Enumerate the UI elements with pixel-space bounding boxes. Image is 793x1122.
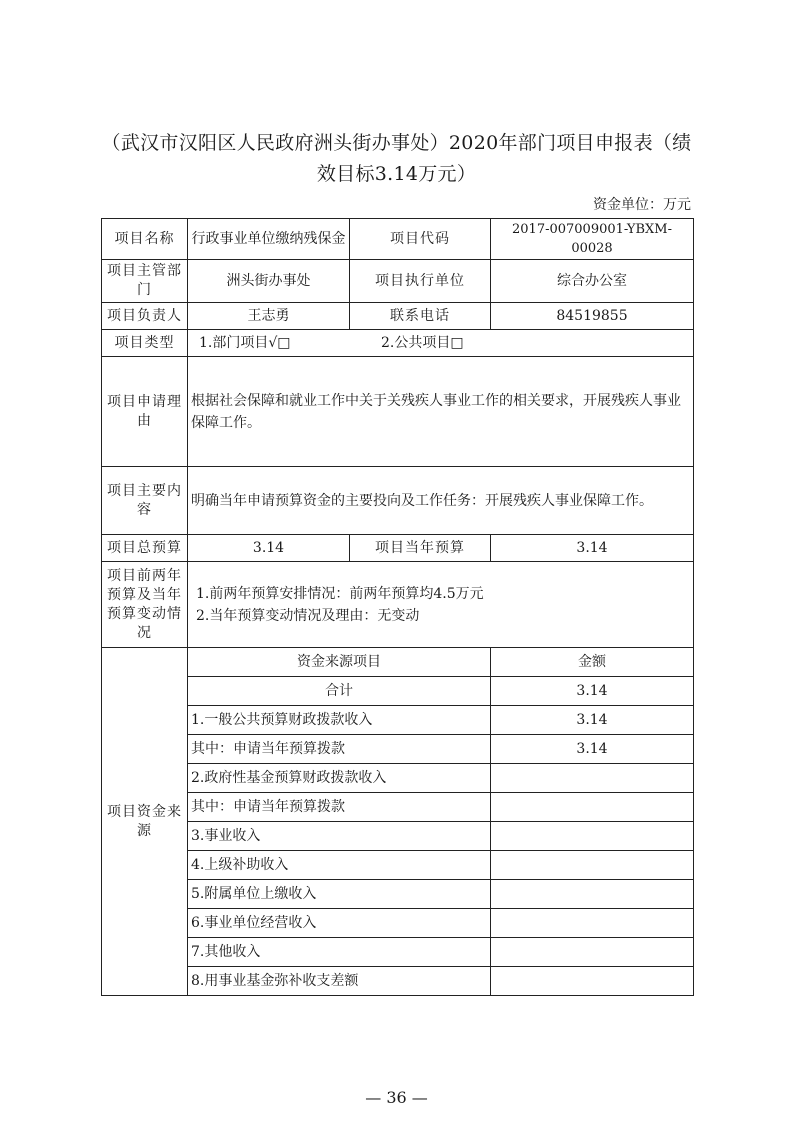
- funding-row: [102, 909, 694, 938]
- funding-item-amount: [491, 851, 694, 880]
- funding-item-amount: [491, 938, 694, 967]
- change-line-1: 1.前两年预算安排情况：前两年预算均4.5万元: [196, 585, 484, 602]
- funding-item-name: 其中：申请当年预算拨款: [188, 735, 491, 764]
- funding-item-name: 2.政府性基金预算财政拨款收入: [188, 764, 491, 793]
- funding-item-name: 7.其他收入: [188, 938, 491, 967]
- funding-item-name: 其中：申请当年预算拨款: [188, 793, 491, 822]
- funding-header-row: [102, 648, 694, 677]
- type-label: 项目类型: [102, 330, 188, 357]
- page-number: — 36 —: [365, 1088, 428, 1107]
- reason-value: 根据社会保障和就业工作中关于关残疾人事业工作的相关要求，开展残疾人事业保障工作。: [188, 357, 694, 467]
- funding-item-amount: [491, 880, 694, 909]
- project-name-value: 行政事业单位缴纳残保金: [188, 219, 350, 260]
- project-code-label: 项目代码: [350, 219, 491, 260]
- funding-row: [102, 851, 694, 880]
- type-option-dept: 1.部门项目√□: [199, 334, 291, 351]
- funding-item-amount: 3.14: [491, 677, 694, 706]
- row-dept: [102, 260, 694, 303]
- funding-item-amount: [491, 764, 694, 793]
- funding-header-source: 资金来源项目: [188, 648, 491, 677]
- phone-value: 84519855: [491, 303, 694, 330]
- year-budget-label: 项目当年预算: [350, 535, 491, 562]
- funding-header-amount: 金额: [491, 648, 694, 677]
- type-option-public: 2.公共项目□: [381, 334, 464, 351]
- change-label: 项目前两年预算及当年预算变动情况: [102, 562, 188, 648]
- funding-row: [102, 677, 694, 706]
- funding-item-amount: 3.14: [491, 706, 694, 735]
- funding-item-name: 合计: [188, 677, 491, 706]
- change-line-2: 2.当年预算变动情况及理由：无变动: [196, 607, 420, 624]
- row-type: [102, 330, 694, 357]
- funding-item-name: 3.事业收入: [188, 822, 491, 851]
- year-budget-value: 3.14: [491, 535, 694, 562]
- exec-unit-value: 综合办公室: [491, 260, 694, 303]
- funding-item-name: 6.事业单位经营收入: [188, 909, 491, 938]
- exec-unit-label: 项目执行单位: [350, 260, 491, 303]
- title-line-2: 效目标3.14万元）: [316, 163, 477, 185]
- content-label: 项目主要内容: [102, 467, 188, 535]
- title-line-1: （武汉市汉阳区人民政府洲头街办事处）2020年部门项目申报表（绩: [101, 132, 692, 154]
- funding-item-name: 1.一般公共预算财政拨款收入: [188, 706, 491, 735]
- funding-row: [102, 938, 694, 967]
- reason-label: 项目申请理由: [102, 357, 188, 467]
- funding-item-amount: [491, 909, 694, 938]
- owner-value: 王志勇: [188, 303, 350, 330]
- content-value: 明确当年申请预算资金的主要投向及工作任务：开展残疾人事业保障工作。: [188, 467, 694, 535]
- dept-label: 项目主管部门: [102, 260, 188, 303]
- currency-unit: 资金单位：万元: [593, 197, 691, 213]
- funding-item-name: 8.用事业基金弥补收支差额: [188, 967, 491, 996]
- funding-row: [102, 967, 694, 996]
- funding-item-amount: [491, 793, 694, 822]
- funding-row: [102, 793, 694, 822]
- row-owner: [102, 303, 694, 330]
- row-budget: [102, 535, 694, 562]
- funding-row: [102, 706, 694, 735]
- phone-label: 联系电话: [350, 303, 491, 330]
- change-value: [188, 562, 694, 648]
- dept-value: 洲头街办事处: [188, 260, 350, 303]
- total-budget-value: 3.14: [188, 535, 350, 562]
- project-application-table: [101, 218, 694, 996]
- funding-row: [102, 764, 694, 793]
- funding-item-name: 4.上级补助收入: [188, 851, 491, 880]
- funding-item-amount: [491, 822, 694, 851]
- funding-item-amount: 3.14: [491, 735, 694, 764]
- funding-label: 项目资金来源: [102, 648, 188, 996]
- funding-row: [102, 880, 694, 909]
- owner-label: 项目负责人: [102, 303, 188, 330]
- row-change: [102, 562, 694, 648]
- project-code-value: 2017-007009001-YBXM-00028: [491, 219, 694, 260]
- document-title: [100, 128, 693, 190]
- row-content: [102, 467, 694, 535]
- funding-row: [102, 735, 694, 764]
- funding-item-amount: [491, 967, 694, 996]
- total-budget-label: 项目总预算: [102, 535, 188, 562]
- type-value: [188, 330, 694, 357]
- row-reason: [102, 357, 694, 467]
- funding-row: [102, 822, 694, 851]
- funding-item-name: 5.附属单位上缴收入: [188, 880, 491, 909]
- row-project-name: [102, 219, 694, 260]
- project-name-label: 项目名称: [102, 219, 188, 260]
